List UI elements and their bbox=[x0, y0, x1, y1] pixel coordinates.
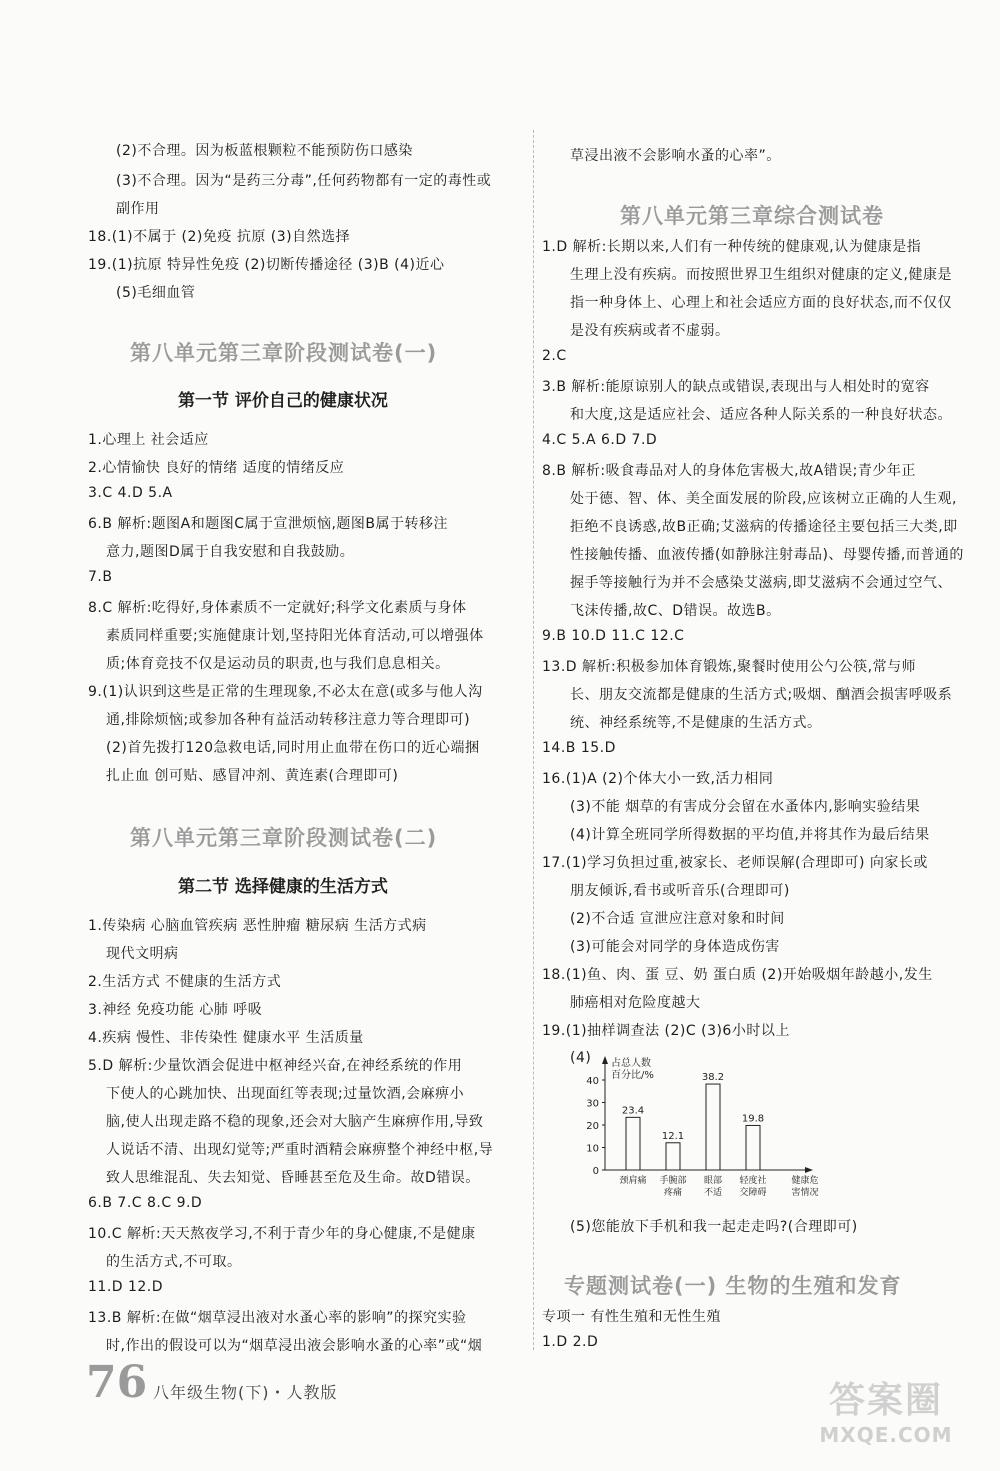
y-tick-label: 20 bbox=[586, 1121, 599, 1132]
left-text-line: 的生活方式,不可取。 bbox=[106, 1254, 242, 1270]
section-title-topic-test: 专题测试卷(一) 生物的生殖和发育 bbox=[564, 1274, 902, 1298]
right-text-line: 握手等接触行为并不会感染艾滋病,即艾滋病不会通过空气、 bbox=[570, 575, 952, 591]
subtitle-section-2: 第二节 选择健康的生活方式 bbox=[178, 877, 388, 897]
page-number: 76 bbox=[86, 1357, 148, 1408]
x-axis-arrow bbox=[805, 1167, 813, 1173]
right-text-line: 指一种身体上、心理上和社会适应方面的良好状态,而不仅仅 bbox=[570, 295, 952, 311]
bar-value-label: 38.2 bbox=[701, 1072, 725, 1084]
category-label: 不适 bbox=[703, 1188, 723, 1198]
left-text-line: 3.C 4.D 5.A bbox=[88, 485, 173, 501]
left-text-line: 3.神经 免疫功能 心肺 呼吸 bbox=[88, 1002, 263, 1018]
left-text-line: 8.C 解析:吃得好,身体素质不一定就好;科学文化素质与身体 bbox=[88, 600, 467, 616]
right-text-line: 统、神经系统等,不是健康的生活方式。 bbox=[570, 715, 822, 731]
right-text-line: 16.(1)A (2)个体大小一致,活力相同 bbox=[542, 771, 774, 787]
y-axis-label: 百分比/% bbox=[611, 1070, 654, 1081]
right-text-line: 14.B 15.D bbox=[542, 740, 616, 756]
right-text-line: 8.B 解析:吸食毒品对人的身体危害极大,故A错误;青少年正 bbox=[542, 463, 916, 479]
left-text-line: 副作用 bbox=[116, 201, 160, 217]
y-tick-label: 10 bbox=[586, 1143, 599, 1155]
right-text-line: 17.(1)学习负担过重,被家长、老师误解(合理即可) 向家长或 bbox=[542, 855, 928, 871]
left-text-line: 扎止血 创可贴、感冒冲剂、黄连素(合理即可) bbox=[106, 768, 399, 784]
left-text-line: 意力,题图D属于自我安慰和自我鼓励。 bbox=[106, 544, 355, 560]
column-divider bbox=[533, 130, 534, 1350]
left-text-line: 脑,使人出现走路不稳的现象,还会对大脑产生麻痹作用,导致 bbox=[106, 1114, 484, 1130]
x-axis-label: 健康危 bbox=[791, 1176, 819, 1186]
right-text-line: 1.D 2.D bbox=[542, 1334, 599, 1350]
left-text-line: 质;体育竞技不仅是运动员的职责,也与我们息息相关。 bbox=[106, 656, 450, 672]
bar-value-label: 23.4 bbox=[621, 1105, 645, 1117]
left-text-line: 2.生活方式 不健康的生活方式 bbox=[88, 974, 282, 990]
right-text-line: 和大度,这是适应社会、适应各种人际关系的一种良好状态。 bbox=[570, 407, 952, 423]
left-text-line: 通,排除烦恼;或参加各种有益活动转移注意力等合理即可) bbox=[106, 712, 471, 728]
left-text-line: 7.B bbox=[88, 569, 113, 585]
right-text-line: 2.C bbox=[542, 348, 567, 364]
left-text-line: 18.(1)不属于 (2)免疫 抗原 (3)自然选择 bbox=[88, 229, 351, 245]
left-text-line: 11.D 12.D bbox=[88, 1279, 164, 1295]
right-text-line: (3)不能 烟草的有害成分会留在水蚤体内,影响实验结果 bbox=[570, 799, 921, 815]
watermark-url: MXQE.COM bbox=[819, 1423, 953, 1447]
left-text-line: 6.B 7.C 8.C 9.D bbox=[88, 1195, 203, 1211]
right-text-line: (2)不合适 宣泄应注意对象和时间 bbox=[570, 911, 785, 927]
right-text-line: 处于德、智、体、美全面发展的阶段,应该树立正确的人生观, bbox=[570, 491, 957, 507]
left-text-line: 6.B 解析:题图A和题图C属于宣泄烦恼,题图B属于转移注 bbox=[88, 516, 449, 532]
right-text-line: 13.D 解析:积极参加体育锻炼,聚餐时使用公勺公筷,常与师 bbox=[542, 659, 917, 675]
left-text-line: 下使人的心跳加快、出现面红等表现;过量饮酒,会麻痹小 bbox=[106, 1086, 465, 1102]
right-text-line: 长、朋友交流都是健康的生活方式;吸烟、酗酒会损害呼吸系 bbox=[570, 687, 953, 703]
health-hazard-bar-chart bbox=[565, 1050, 835, 1210]
right-text-line: 性接触传播、血液传播(如静脉注射毒品)、母婴传播,而普通的 bbox=[570, 547, 964, 563]
watermark-text: 答案圈 bbox=[828, 1380, 943, 1421]
right-text-line: 1.D 解析:长期以来,人们有一种传统的健康观,认为健康是指 bbox=[542, 239, 922, 255]
bar-value-label: 12.1 bbox=[661, 1130, 685, 1142]
bar-value-label: 19.8 bbox=[741, 1113, 765, 1125]
left-text-line: (3)不合理。因为“是药三分毒”,任何药物都有一定的毒性或 bbox=[116, 173, 492, 189]
category-label: 颈肩痛 bbox=[619, 1176, 647, 1186]
y-axis-arrow bbox=[602, 1056, 608, 1064]
bar bbox=[746, 1125, 760, 1170]
left-text-line: 13.B 解析:在做“烟草浸出液对水蚤心率的影响”的探究实验 bbox=[88, 1310, 467, 1326]
bar bbox=[666, 1143, 680, 1170]
right-text-line: (5)您能放下手机和我一起走走吗?(合理即可) bbox=[570, 1219, 858, 1235]
left-text-line: 致人思维混乱、失去知觉、昏睡甚至危及生命。故D错误。 bbox=[106, 1170, 480, 1186]
left-text-line: (2)首先拨打120急救电话,同时用止血带在伤口的近心端捆 bbox=[106, 740, 480, 756]
left-text-line: 19.(1)抗原 特异性免疫 (2)切断传播途径 (3)B (4)近心 bbox=[88, 257, 445, 273]
left-text-line: 人说话不清、出现幻觉等;严重时酒精会麻痹整个神经中枢,导 bbox=[106, 1142, 494, 1158]
section-title-stage-test-2: 第八单元第三章阶段测试卷(二) bbox=[130, 826, 438, 850]
left-text-line: 1.传染病 心脑血管疾病 恶性肿瘤 糖尿病 生活方式病 bbox=[88, 918, 427, 934]
section-title-stage-test-1: 第八单元第三章阶段测试卷(一) bbox=[130, 341, 438, 365]
left-text-line: 5.D 解析:少量饮酒会促进中枢神经兴奋,在神经系统的作用 bbox=[88, 1058, 463, 1074]
left-text-line: 4.疾病 慢性、非传染性 健康水平 生活质量 bbox=[88, 1030, 364, 1046]
right-text-line: (3)可能会对同学的身体造成伤害 bbox=[570, 939, 780, 955]
right-text-line: (4) bbox=[570, 1050, 592, 1066]
category-label: 轻度社 bbox=[739, 1176, 767, 1186]
right-text-line: 4.C 5.A 6.D 7.D bbox=[542, 432, 658, 448]
right-text-line: 是没有疾病或者不虚弱。 bbox=[570, 323, 730, 339]
right-text-line: 肺癌相对危险度越大 bbox=[570, 995, 701, 1011]
left-text-line: 1.心理上 社会适应 bbox=[88, 432, 209, 448]
y-axis-label: 占总人数 bbox=[611, 1058, 651, 1069]
right-text-line: (4)计算全班同学所得数据的平均值,并将其作为最后结果 bbox=[570, 827, 930, 843]
right-text-line: 19.(1)抽样调查法 (2)C (3)6小时以上 bbox=[542, 1023, 790, 1039]
subtitle-section-1: 第一节 评价自己的健康状况 bbox=[178, 391, 388, 411]
bar bbox=[626, 1117, 640, 1170]
book-label: 八年级生物(下)・人教版 bbox=[153, 1383, 338, 1402]
category-label: 交障碍 bbox=[739, 1188, 767, 1198]
section-title-comprehensive-test: 第八单元第三章综合测试卷 bbox=[620, 204, 884, 228]
right-text-line: 生理上没有疾病。而按照世界卫生组织对健康的定义,健康是 bbox=[570, 267, 952, 283]
left-text-line: 素质同样重要;实施健康计划,坚持阳光体育活动,可以增强体 bbox=[106, 628, 484, 644]
category-label: 眼部 bbox=[703, 1176, 723, 1186]
right-text-line: 18.(1)鱼、肉、蛋 豆、奶 蛋白质 (2)开始吸烟年龄越小,发生 bbox=[542, 967, 933, 983]
right-text-line: 草浸出液不会影响水蚤的心率”。 bbox=[570, 148, 781, 164]
left-text-line: (5)毛细血管 bbox=[116, 285, 196, 301]
category-label: 手腕部 bbox=[659, 1176, 687, 1186]
y-tick-label: 0 bbox=[592, 1166, 599, 1177]
left-text-line: 9.(1)认识到这些是正常的生理现象,不必太在意(或多与他人沟 bbox=[88, 684, 483, 700]
x-axis-label: 害情况 bbox=[791, 1188, 819, 1198]
watermark-logo bbox=[796, 1372, 976, 1452]
category-label: 疼痛 bbox=[663, 1188, 683, 1198]
left-text-line: 10.C 解析:天天熬夜学习,不利于青少年的身心健康,不是健康 bbox=[88, 1226, 476, 1242]
bar bbox=[706, 1084, 720, 1170]
left-text-line: 现代文明病 bbox=[106, 946, 179, 962]
y-tick-label: 30 bbox=[586, 1098, 599, 1110]
right-text-line: 拒绝不良诱惑,故B正确;艾滋病的传播途径主要包括三大类,即 bbox=[570, 519, 958, 535]
right-text-line: 飞沫传播,故C、D错误。故选B。 bbox=[570, 603, 781, 619]
left-text-line: (2)不合理。因为板蓝根颗粒不能预防伤口感染 bbox=[116, 143, 413, 159]
y-tick-label: 40 bbox=[586, 1076, 599, 1087]
left-text-line: 2.心情愉快 良好的情绪 适度的情绪反应 bbox=[88, 460, 345, 476]
right-text-line: 3.B 解析:能原谅别人的缺点或错误,表现出与人相处时的宽容 bbox=[542, 379, 930, 395]
right-text-line: 专项一 有性生殖和无性生殖 bbox=[542, 1309, 721, 1325]
left-text-line: 时,作出的假设可以为“烟草浸出液会影响水蚤的心率”或“烟 bbox=[106, 1338, 483, 1354]
right-text-line: 朋友倾诉,看书或听音乐(合理即可) bbox=[570, 883, 790, 899]
right-text-line: 9.B 10.D 11.C 12.C bbox=[542, 628, 685, 644]
